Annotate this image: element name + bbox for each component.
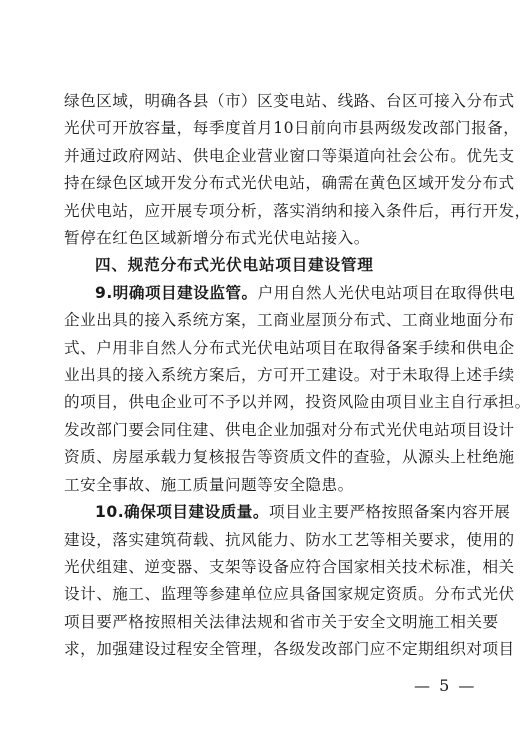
item-9-first-line: 户用自然人光伏电站项目在取得供电: [257, 283, 516, 302]
text-line: 业出具的接入系统方案后，方可开工建设。对于未取得上述手续: [64, 366, 515, 385]
text-line: 暂停在红色区域新增分布式光伏电站接入。: [64, 229, 370, 248]
item-9-lead: 9.明确项目建设监管。: [95, 283, 258, 302]
text-line: 光伏电站，应开展专项分析，落实消纳和接入条件后，再行开发，: [64, 201, 531, 220]
text-line: 求，加强建设过程安全管理，各级发改部门应不定期组织对项目: [64, 640, 515, 659]
text-line: 持在绿色区域开发分布式光伏电站，确需在黄色区域开发分布式: [64, 174, 515, 193]
text-line: 并通过政府网站、供电企业营业窗口等渠道向社会公布。优先支: [64, 146, 515, 165]
text-line: 绿色区域，明确各县（市）区变电站、线路、台区可接入分布式: [64, 92, 515, 110]
text-line: 光伏可开放容量，每季度首月10日前向市县两级发改部门报备，: [64, 119, 520, 138]
text-line: 光伏组建、逆变器、支架等设备应符合国家相关技术标准，相关: [64, 557, 515, 576]
paragraph-item-9: [64, 280, 531, 499]
text-line: [64, 499, 511, 526]
paragraph-item-10: [64, 499, 515, 663]
paragraph-grid-zones: [64, 88, 531, 252]
text-line: 建设，落实建筑荷载、抗风能力、防水工艺等相关要求，使用的: [64, 530, 515, 549]
text-line: 项目要严格按照相关法律法规和省市关于安全文明施工相关要: [64, 612, 499, 631]
text-line: 式、户用非自然人分布式光伏电站项目在取得备案手续和供电企: [64, 338, 515, 357]
text-line: [64, 280, 516, 307]
text-line: 资质、房屋承载力复核报告等资质文件的查验，从源头上杜绝施: [64, 448, 515, 467]
document-body: [64, 88, 531, 664]
item-10-first-line: 项目业主要严格按照备案内容开展: [268, 503, 511, 522]
text-line: 企业出具的接入系统方案，工商业屋顶分布式、工商业地面分布: [64, 311, 515, 330]
text-line: 设计、施工、监理等参建单位应具备国家规定资质。分布式光伏: [64, 585, 515, 604]
text-line: 工安全事故、施工质量问题等安全隐患。: [64, 475, 354, 494]
section-heading-4: 四、规范分布式光伏电站项目建设管理: [95, 256, 374, 275]
item-10-lead: 10.确保项目建设质量。: [95, 503, 269, 522]
page-number: — 5 —: [414, 676, 477, 695]
text-line: 的项目，供电企业可不予以并网，投资风险由项目业主自行承担。: [64, 393, 531, 412]
text-line: 发改部门要会同住建、供电企业加强对分布式光伏电站项目设计: [64, 420, 515, 439]
